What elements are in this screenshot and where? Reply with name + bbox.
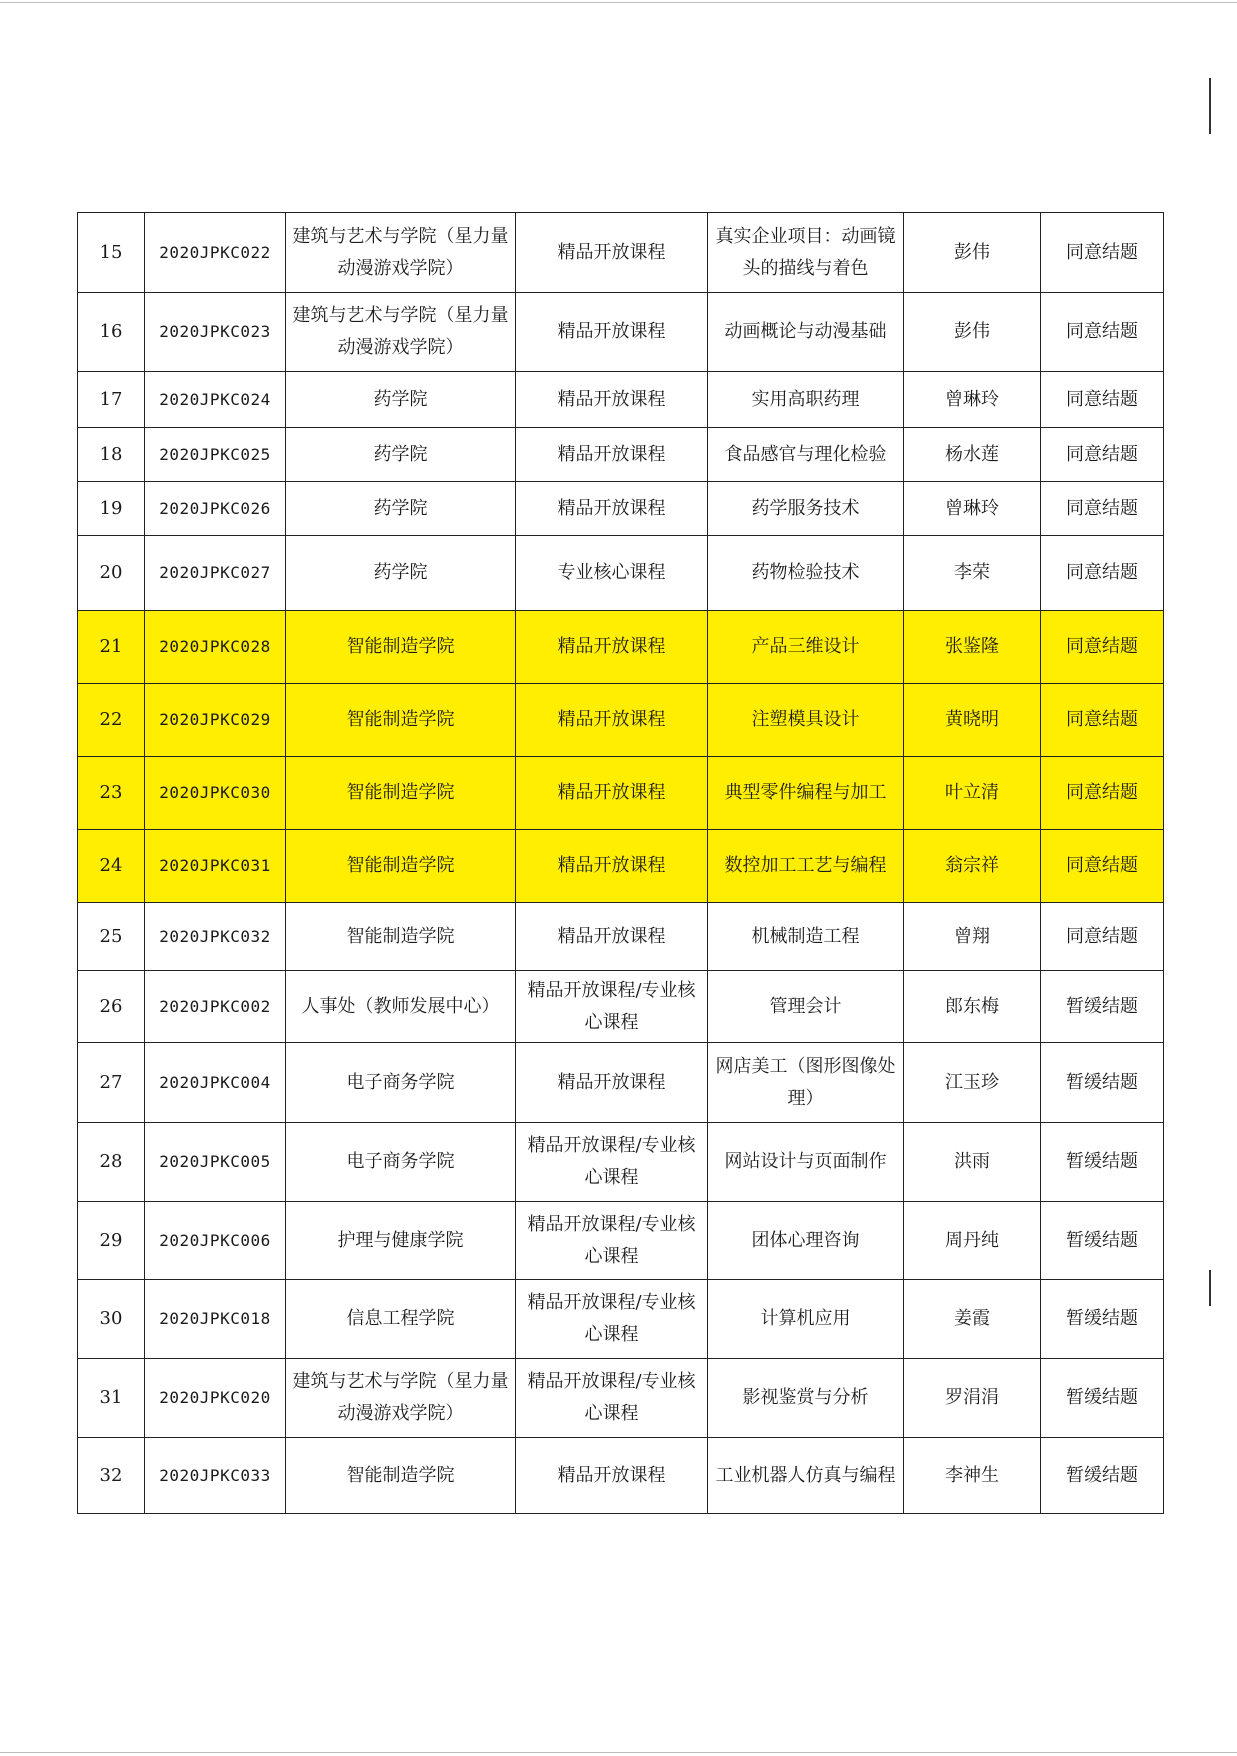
course-name: 动画概论与动漫基础 <box>708 293 904 372</box>
project-code: 2020JPKC025 <box>145 428 286 482</box>
row-number: 27 <box>78 1043 145 1123</box>
course-type: 精品开放课程/专业核心课程 <box>516 971 708 1043</box>
course-name: 实用高职药理 <box>708 372 904 428</box>
course-name: 团体心理咨询 <box>708 1202 904 1280</box>
table-row <box>78 293 1164 372</box>
course-leader: 彭伟 <box>904 293 1041 372</box>
review-result: 同意结题 <box>1041 293 1164 372</box>
department: 智能制造学院 <box>286 903 516 971</box>
row-number: 19 <box>78 482 145 536</box>
row-number: 17 <box>78 372 145 428</box>
course-name: 影视鉴赏与分析 <box>708 1359 904 1438</box>
course-name: 计算机应用 <box>708 1280 904 1359</box>
course-type: 精品开放课程/专业核心课程 <box>516 1280 708 1359</box>
course-leader: 郎东梅 <box>904 971 1041 1043</box>
course-name: 机械制造工程 <box>708 903 904 971</box>
row-number: 23 <box>78 757 145 830</box>
department: 建筑与艺术与学院（星力量动漫游戏学院） <box>286 1359 516 1438</box>
course-leader: 曾翔 <box>904 903 1041 971</box>
course-leader: 彭伟 <box>904 213 1041 293</box>
table-row <box>78 971 1164 1043</box>
department: 人事处（教师发展中心） <box>286 971 516 1043</box>
table-row <box>78 428 1164 482</box>
course-type: 精品开放课程 <box>516 830 708 903</box>
course-leader: 杨水莲 <box>904 428 1041 482</box>
department: 电子商务学院 <box>286 1043 516 1123</box>
department: 建筑与艺术与学院（星力量动漫游戏学院） <box>286 213 516 293</box>
table-row <box>78 482 1164 536</box>
table-row-highlighted <box>78 684 1164 757</box>
department: 智能制造学院 <box>286 684 516 757</box>
row-number: 15 <box>78 213 145 293</box>
course-name: 管理会计 <box>708 971 904 1043</box>
project-code: 2020JPKC004 <box>145 1043 286 1123</box>
row-number: 20 <box>78 536 145 611</box>
row-number: 16 <box>78 293 145 372</box>
project-code: 2020JPKC031 <box>145 830 286 903</box>
review-result: 同意结题 <box>1041 684 1164 757</box>
table-row-highlighted <box>78 830 1164 903</box>
course-name: 药学服务技术 <box>708 482 904 536</box>
course-leader: 洪雨 <box>904 1123 1041 1202</box>
project-code: 2020JPKC026 <box>145 482 286 536</box>
row-number: 26 <box>78 971 145 1043</box>
review-result: 同意结题 <box>1041 830 1164 903</box>
course-type: 精品开放课程/专业核心课程 <box>516 1359 708 1438</box>
course-type: 精品开放课程 <box>516 1438 708 1514</box>
department: 药学院 <box>286 536 516 611</box>
course-name: 工业机器人仿真与编程 <box>708 1438 904 1514</box>
review-result: 同意结题 <box>1041 903 1164 971</box>
table-row <box>78 536 1164 611</box>
course-leader: 李神生 <box>904 1438 1041 1514</box>
project-code: 2020JPKC032 <box>145 903 286 971</box>
department: 建筑与艺术与学院（星力量动漫游戏学院） <box>286 293 516 372</box>
review-result: 暂缓结题 <box>1041 1359 1164 1438</box>
department: 信息工程学院 <box>286 1280 516 1359</box>
department: 智能制造学院 <box>286 757 516 830</box>
project-code: 2020JPKC022 <box>145 213 286 293</box>
project-code: 2020JPKC002 <box>145 971 286 1043</box>
department: 智能制造学院 <box>286 830 516 903</box>
review-result: 同意结题 <box>1041 428 1164 482</box>
project-code: 2020JPKC018 <box>145 1280 286 1359</box>
course-type: 精品开放课程 <box>516 428 708 482</box>
project-code: 2020JPKC030 <box>145 757 286 830</box>
review-result: 同意结题 <box>1041 372 1164 428</box>
department: 药学院 <box>286 428 516 482</box>
course-name: 注塑模具设计 <box>708 684 904 757</box>
course-name: 数控加工工艺与编程 <box>708 830 904 903</box>
row-number: 21 <box>78 611 145 684</box>
table-row-highlighted <box>78 757 1164 830</box>
row-number: 31 <box>78 1359 145 1438</box>
table-row <box>78 1202 1164 1280</box>
course-review-table <box>77 212 1164 1514</box>
row-number: 18 <box>78 428 145 482</box>
project-code: 2020JPKC005 <box>145 1123 286 1202</box>
row-number: 28 <box>78 1123 145 1202</box>
project-code: 2020JPKC029 <box>145 684 286 757</box>
course-leader: 曾琳玲 <box>904 482 1041 536</box>
project-code: 2020JPKC006 <box>145 1202 286 1280</box>
review-result: 同意结题 <box>1041 536 1164 611</box>
course-type: 精品开放课程 <box>516 757 708 830</box>
scan-mark-right-bar-lower <box>1209 1270 1211 1306</box>
course-type: 精品开放课程 <box>516 1043 708 1123</box>
course-leader: 罗涓涓 <box>904 1359 1041 1438</box>
table-row <box>78 213 1164 293</box>
scan-mark-right-bar <box>1209 78 1211 134</box>
course-type: 专业核心课程 <box>516 536 708 611</box>
course-type: 精品开放课程 <box>516 372 708 428</box>
course-name: 产品三维设计 <box>708 611 904 684</box>
table-row <box>78 1438 1164 1514</box>
table-row <box>78 372 1164 428</box>
course-leader: 黄晓明 <box>904 684 1041 757</box>
course-type: 精品开放课程 <box>516 213 708 293</box>
review-result: 同意结题 <box>1041 482 1164 536</box>
course-name: 食品感官与理化检验 <box>708 428 904 482</box>
course-leader: 周丹纯 <box>904 1202 1041 1280</box>
department: 智能制造学院 <box>286 1438 516 1514</box>
project-code: 2020JPKC024 <box>145 372 286 428</box>
review-result: 暂缓结题 <box>1041 1202 1164 1280</box>
course-name: 真实企业项目：动画镜头的描线与着色 <box>708 213 904 293</box>
course-leader: 张鉴隆 <box>904 611 1041 684</box>
row-number: 22 <box>78 684 145 757</box>
course-type: 精品开放课程 <box>516 482 708 536</box>
project-code: 2020JPKC028 <box>145 611 286 684</box>
course-leader: 叶立清 <box>904 757 1041 830</box>
course-leader: 曾琳玲 <box>904 372 1041 428</box>
course-type: 精品开放课程 <box>516 684 708 757</box>
project-code: 2020JPKC023 <box>145 293 286 372</box>
review-result: 暂缓结题 <box>1041 1123 1164 1202</box>
project-code: 2020JPKC033 <box>145 1438 286 1514</box>
department: 电子商务学院 <box>286 1123 516 1202</box>
course-name: 网站设计与页面制作 <box>708 1123 904 1202</box>
table-row-highlighted <box>78 611 1164 684</box>
course-leader: 翁宗祥 <box>904 830 1041 903</box>
row-number: 30 <box>78 1280 145 1359</box>
table-row <box>78 1359 1164 1438</box>
row-number: 25 <box>78 903 145 971</box>
review-result: 暂缓结题 <box>1041 1043 1164 1123</box>
department: 药学院 <box>286 482 516 536</box>
scan-mark-top-line <box>0 2 1237 3</box>
review-result: 暂缓结题 <box>1041 971 1164 1043</box>
row-number: 24 <box>78 830 145 903</box>
row-number: 29 <box>78 1202 145 1280</box>
table-row <box>78 903 1164 971</box>
course-name: 网店美工（图形图像处理） <box>708 1043 904 1123</box>
review-result: 同意结题 <box>1041 213 1164 293</box>
course-leader: 李荣 <box>904 536 1041 611</box>
table-body <box>78 213 1164 1514</box>
project-code: 2020JPKC027 <box>145 536 286 611</box>
course-type: 精品开放课程/专业核心课程 <box>516 1202 708 1280</box>
review-result: 同意结题 <box>1041 757 1164 830</box>
project-code: 2020JPKC020 <box>145 1359 286 1438</box>
course-name: 典型零件编程与加工 <box>708 757 904 830</box>
review-result: 暂缓结题 <box>1041 1280 1164 1359</box>
course-leader: 姜霞 <box>904 1280 1041 1359</box>
review-result: 暂缓结题 <box>1041 1438 1164 1514</box>
course-type: 精品开放课程 <box>516 293 708 372</box>
row-number: 32 <box>78 1438 145 1514</box>
course-type: 精品开放课程 <box>516 611 708 684</box>
course-type: 精品开放课程 <box>516 903 708 971</box>
course-leader: 江玉珍 <box>904 1043 1041 1123</box>
department: 智能制造学院 <box>286 611 516 684</box>
department: 护理与健康学院 <box>286 1202 516 1280</box>
table-row <box>78 1280 1164 1359</box>
course-name: 药物检验技术 <box>708 536 904 611</box>
table-row <box>78 1043 1164 1123</box>
department: 药学院 <box>286 372 516 428</box>
table-row <box>78 1123 1164 1202</box>
scan-mark-bottom-line <box>0 1752 1237 1753</box>
course-type: 精品开放课程/专业核心课程 <box>516 1123 708 1202</box>
review-result: 同意结题 <box>1041 611 1164 684</box>
